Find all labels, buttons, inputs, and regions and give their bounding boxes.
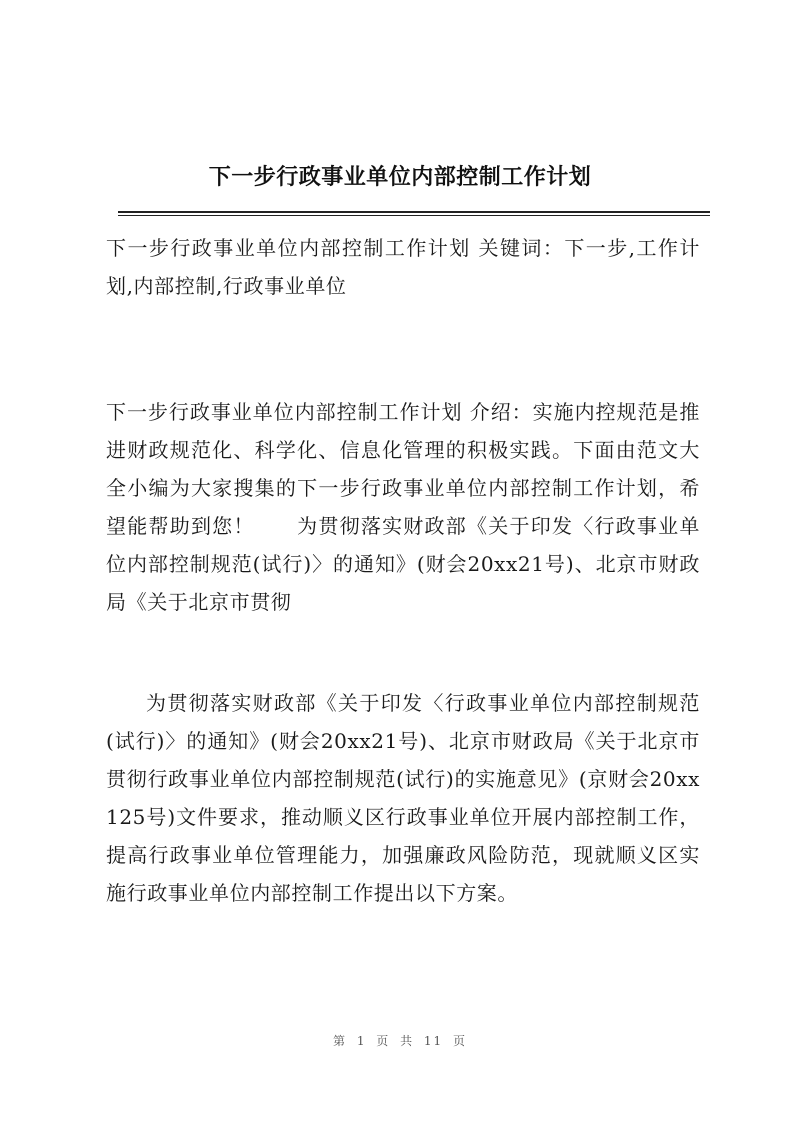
body-paragraph: 为贯彻落实财政部《关于印发〈行政事业单位内部控制规范(试行)〉的通知》(财会20xx21号)、北京市财政局《关于北京市贯彻行政事业单位内部控制规范(试行)的实施意见》(京财会20xx125号)文件要求，推动顺义区行政事业单位开展内部控制工作，提高行政事业单位管理能力，加强廉政风险防范，现就顺义区实施行政事业单位内部控制工作提出以下方案。 — [106, 691, 700, 905]
title-divider — [118, 211, 710, 216]
page-number-footer: 第 1 页 共 11 页 — [333, 1034, 467, 1048]
keywords-paragraph: 下一步行政事业单位内部控制工作计划 关键词：下一步,工作计划,内部控制,行政事业单位 — [106, 236, 700, 298]
intro-paragraph: 下一步行政事业单位内部控制工作计划 介绍：实施内控规范是推进财政规范化、科学化、信息化管理的积极实践。下面由范文大全小编为大家搜集的下一步行政事业单位内部控制工作计划，希望能帮助到您！ 为贯彻落实财政部《关于印发〈行政事业单位内部控制规范(试行)〉的通知》(财会20xx21号)、北京市财政局《关于北京市贯彻 — [106, 400, 700, 614]
page-title: 下一步行政事业单位内部控制工作计划 — [208, 165, 592, 190]
